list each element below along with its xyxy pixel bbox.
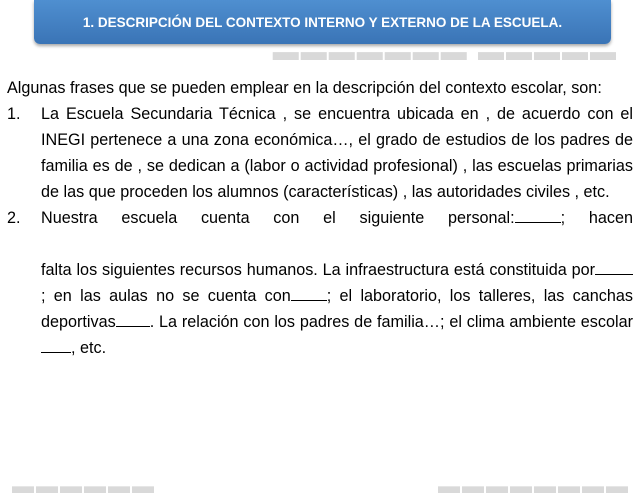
- text-segment: . La relación con los padres de familia…; el clima ambiente escolar: [149, 313, 633, 331]
- background-decoration-bottom-left: ▬▬▬▬▬▬: [12, 473, 156, 498]
- text-segment: , etc.: [71, 339, 107, 357]
- item-number: 1.: [7, 105, 21, 123]
- fill-in-blank: [116, 310, 150, 327]
- slide-title: 1. DESCRIPCIÓN DEL CONTEXTO INTERNO Y EXTERNO DE LA ESCUELA.: [82, 14, 563, 30]
- item-number: 2.: [7, 209, 21, 227]
- fill-in-blank: [291, 284, 327, 301]
- text-segment: falta los siguientes recursos humanos. La infraestructura está constituida por: [41, 261, 595, 279]
- intro-text: Algunas frases que se pueden emplear en la descripción del contexto escolar, son:: [7, 79, 602, 97]
- item-text: La Escuela Secundaria Técnica , se encuentra ubicada en , de acuerdo con el INEGI pertenece a una zona económica…, el grado de estudios de los padres de familia es de , se dedican a (labor o actividad profesional) , las escuelas primarias de las que proceden los alumnos (características) , las autoridades civiles , etc.: [41, 105, 633, 201]
- fill-in-blank: [595, 258, 633, 275]
- fill-in-blank: [515, 206, 561, 223]
- text-segment: ; hacen: [560, 209, 633, 227]
- background-decoration: ▬▬▬▬▬▬▬ ▬▬▬▬▬: [272, 36, 618, 66]
- list-item: [7, 101, 633, 205]
- text-segment: Nuestra escuela cuenta con el siguiente personal:: [41, 209, 515, 227]
- spacer: [41, 231, 633, 257]
- fill-in-blank: [41, 336, 71, 353]
- item-text: [41, 205, 633, 361]
- text-segment: ; en las aulas no se cuenta con: [41, 287, 291, 305]
- list-item: [7, 205, 633, 361]
- background-decoration-bottom-right: ▬▬▬▬▬▬▬▬: [438, 473, 630, 498]
- text-segment: ; el laboratorio, los talleres, las canchas deportivas: [41, 287, 633, 331]
- slide-body: [7, 75, 633, 361]
